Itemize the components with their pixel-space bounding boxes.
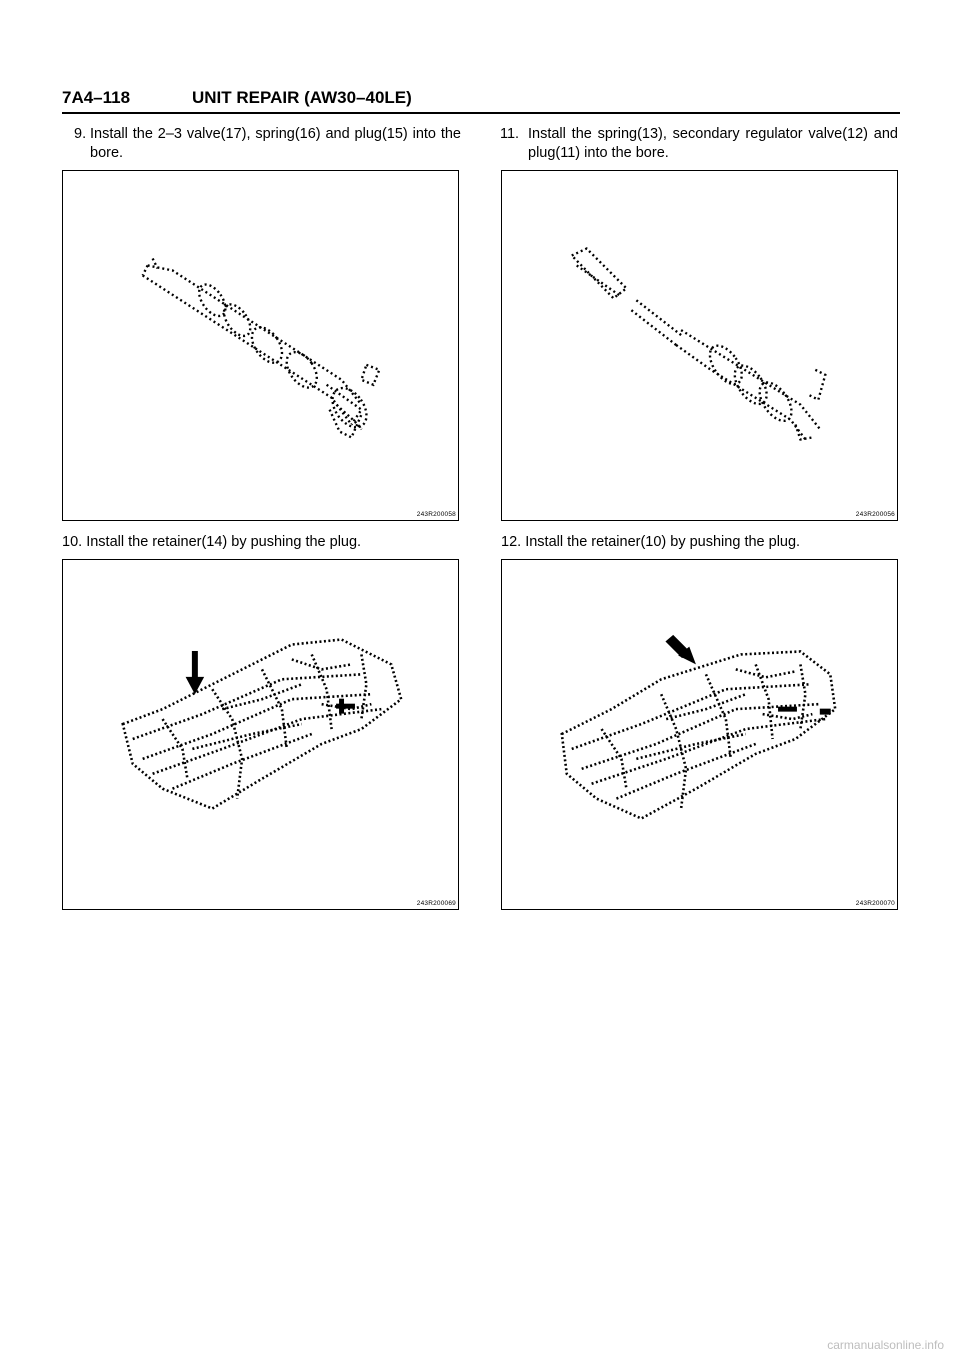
figure-id: 243R200069: [416, 900, 456, 907]
step-12-instruction: [501, 533, 899, 552]
step-text: Install the 2–3 valve(17), spring(16) and plug(15) into the bore.: [90, 126, 461, 161]
step-9-instruction: [74, 125, 461, 163]
step-text: [62, 533, 460, 552]
figure-id: 243R200058: [416, 511, 456, 518]
figure-id: 243R200056: [855, 511, 895, 518]
regulator-valve-illustration: [502, 171, 897, 520]
figure-valve-spring-plug: [62, 170, 459, 521]
step-11-instruction: [500, 125, 898, 163]
step-body: Install the retainer(10) by pushing the plug.: [525, 534, 801, 550]
figure-secondary-regulator-valve: [501, 170, 898, 521]
page-title: UNIT REPAIR (AW30–40LE): [192, 88, 412, 107]
step-number: 11.: [500, 126, 520, 142]
valve-body-illustration: [63, 560, 458, 909]
valve-assembly-illustration: [63, 171, 458, 520]
step-number: 10.: [62, 534, 83, 550]
figure-retainer-10: [501, 559, 898, 910]
step-body: Install the retainer(14) by pushing the plug.: [86, 534, 362, 550]
step-number: 9.: [74, 126, 87, 142]
valve-body-illustration: [502, 560, 897, 909]
page-number: 7A4–118: [62, 88, 131, 107]
step-number: 12.: [501, 534, 522, 550]
step-text: [501, 533, 899, 552]
figure-id: 243R200070: [855, 900, 895, 907]
step-10-instruction: [62, 533, 460, 552]
watermark: carmanualsonline.info: [827, 1338, 944, 1352]
step-text: Install the spring(13), secondary regulator valve(12) and plug(11) into the bore.: [528, 126, 898, 161]
page-header: [62, 88, 900, 114]
figure-retainer-14: [62, 559, 459, 910]
